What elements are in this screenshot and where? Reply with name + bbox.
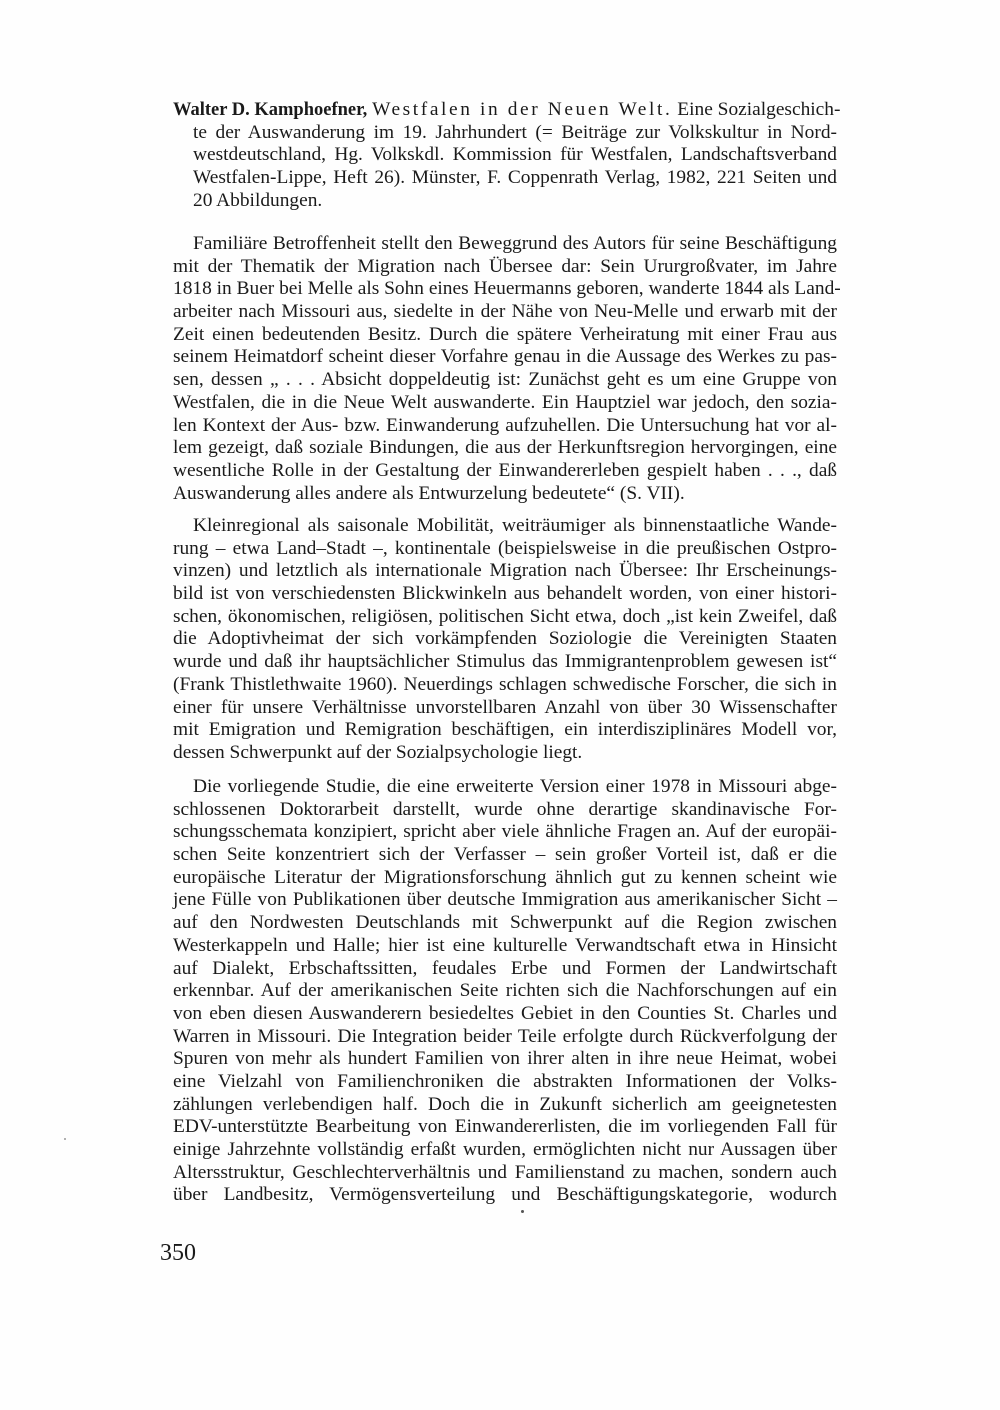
text-line: mit Emigration und Remigration beschäftigen, ein interdisziplinäres Modell vor,: [173, 719, 837, 741]
citation-line-1: [173, 99, 841, 122]
author-name: Walter D. Kamphoefner,: [173, 100, 368, 120]
text-line: wurde und daß ihr hauptsächlicher Stimulus das Immigrantenproblem gewesen ist“: [173, 651, 837, 673]
text-line: rung – etwa Land–Stadt –, kontinentale (beispielsweise in die preußischen Ostpro-: [173, 537, 837, 559]
citation-line: Westfalen-Lippe, Heft 26). Münster, F. Coppenrath Verlag, 1982, 221 Seiten und: [193, 167, 837, 189]
paragraph-1: [173, 233, 841, 505]
text-line: Altersstruktur, Geschlechterverhältnis und Familienstand zu machen, sondern auch: [173, 1161, 837, 1183]
text-line: dessen Schwerpunkt auf der Sozialpsychologie liegt.: [173, 741, 583, 763]
citation-text: Eine Sozialgeschich-: [677, 99, 841, 120]
text-line: bild ist von verschiedensten Blickwinkeln aus behandelt worden, von einer histori-: [173, 583, 837, 605]
text-line: mit der Thematik der Migration nach Übersee dar: Sein Ururgroßvater, im Jahre: [173, 255, 837, 277]
text-line: erkennbar. Auf der amerikanischen Seite richten sich die Nachforschungen auf ein: [173, 980, 837, 1002]
text-line: Westerkappeln und Halle; hier ist eine kulturelle Verwandtschaft etwa in Hinsicht: [173, 934, 837, 956]
text-line: Westfalen, die in die Neue Welt auswanderte. Ein Hauptziel war jedoch, den sozia-: [173, 391, 837, 413]
paragraph-2: [173, 515, 837, 765]
text-line: auf den Nordwesten Deutschlands mit Schwerpunkt auf die Region zwischen: [173, 912, 837, 934]
text-line: die Adoptivheimat der sich vorkämpfenden Soziologie die Vereinigten Staaten: [173, 628, 837, 650]
paragraph-3: [173, 776, 837, 1207]
citation-line: 20 Abbildungen.: [193, 189, 323, 211]
text-line: schungsschemata konzipiert, spricht aber viele ähnliche Fragen an. Auf der europäi-: [173, 821, 837, 843]
text-line: schen Seite konzentriert sich der Verfasser – sein großer Vorteil ist, daß er die: [173, 844, 837, 866]
text-line: von eben diesen Auswanderern besiedeltes Gebiet in den Counties St. Charles und: [173, 1002, 837, 1024]
text-line: EDV-unterstützte Bearbeitung von Einwandererlisten, die im vorliegenden Fall für: [173, 1116, 837, 1138]
book-title: Westfalen in der Neuen Welt.: [372, 99, 673, 120]
page-number: 350: [160, 1240, 196, 1266]
text-line: jene Fülle von Publikationen über deutsche Immigration aus amerikanischer Sicht –: [173, 889, 837, 911]
review-citation: [173, 99, 841, 212]
text-line: Zeit einen bedeutenden Besitz. Durch die spätere Verheiratung mit einer Frau aus: [173, 323, 837, 345]
text-line: über Landbesitz, Vermögensverteilung und Beschäftigungskategorie, wodurch: [173, 1184, 837, 1206]
scan-speck: [64, 1138, 66, 1140]
text-line: Auswanderung alles andere als Entwurzelung bedeutete“ (S. VII).: [173, 482, 685, 504]
text-line: einer für unsere Verhältnisse unvorstellbaren Anzahl von über 30 Wissenschafter: [173, 696, 837, 718]
scan-speck: [521, 1210, 524, 1213]
text-line: eine Vielzahl von Familienchroniken die abstrakten Informationen der Volks-: [173, 1070, 837, 1092]
text-line: europäische Literatur der Migrationsforschung ähnlich gut zu kennen scheint wie: [173, 866, 837, 888]
text-line: Warren in Missouri. Die Integration beider Teile erfolgte durch Rückverfolgung der: [173, 1025, 837, 1047]
text-line: arbeiter nach Missouri aus, siedelte in der Nähe von Neu-Melle und erwarb mit der: [173, 301, 837, 323]
text-line: einige Jahrzehnte vollständig erfaßt wurden, ermöglichten nicht nur Aussagen über: [173, 1139, 837, 1160]
text-line: Kleinregional als saisonale Mobilität, weiträumiger als binnenstaatliche Wande-: [193, 515, 837, 536]
text-line: lem gezeigt, daß soziale Bindungen, die aus der Herkunftsregion hervorgingen, eine: [173, 437, 837, 459]
text-line: Spuren von mehr als hundert Familien von ihrer alten in ihre neue Heimat, wobei: [173, 1048, 837, 1070]
text-line: wesentliche Rolle in der Gestaltung der Einwandererleben gespielt haben . . ., daß: [173, 459, 837, 481]
text-line: zählungen verlebendigen half. Doch die in Zukunft sicherlich am geeignetesten: [173, 1093, 837, 1115]
text-line: schlossenen Doktorarbeit darstellt, wurde ohne derartige skandinavische For-: [173, 798, 837, 820]
text-line: sen, dessen „ . . . Absicht doppeldeutig ist: Zunächst geht es um eine Gruppe von: [173, 369, 837, 391]
text-line: (Frank Thistlethwaite 1960). Neuerdings schlagen schwedische Forscher, die sich in: [173, 673, 837, 695]
citation-line: te der Auswanderung im 19. Jahrhundert (= Beiträge zur Volkskultur in Nord-: [193, 121, 837, 143]
text-line: auf Dialekt, Erbschaftssitten, feudales Erbe und Formen der Landwirtschaft: [173, 957, 837, 979]
text-line: Familiäre Betroffenheit stellt den Beweggrund des Autors für seine Beschäftigung: [193, 233, 837, 254]
text-line: Die vorliegende Studie, die eine erweiterte Version einer 1978 in Missouri abge-: [193, 776, 837, 797]
text-line: vinzen) und letztlich als internationale Migration nach Übersee: Ihr Erscheinungs-: [173, 560, 837, 582]
text-line: seinem Heimatdorf scheint dieser Vorfahre genau in die Aussage des Werkes zu pas-: [173, 346, 837, 368]
text-line: schen, ökonomischen, religiösen, politischen Sicht etwa, doch „ist kein Zweifel, daß: [173, 605, 837, 627]
text-line: len Kontext der Aus- bzw. Einwanderung aufzuhellen. Die Untersuchung hat vor al-: [173, 414, 837, 436]
citation-line: westdeutschland, Hg. Volkskdl. Kommission für Westfalen, Landschaftsverband: [193, 144, 837, 166]
text-line: 1818 in Buer bei Melle als Sohn eines Heuermanns geboren, wanderte 1844 als Land-: [173, 278, 841, 300]
